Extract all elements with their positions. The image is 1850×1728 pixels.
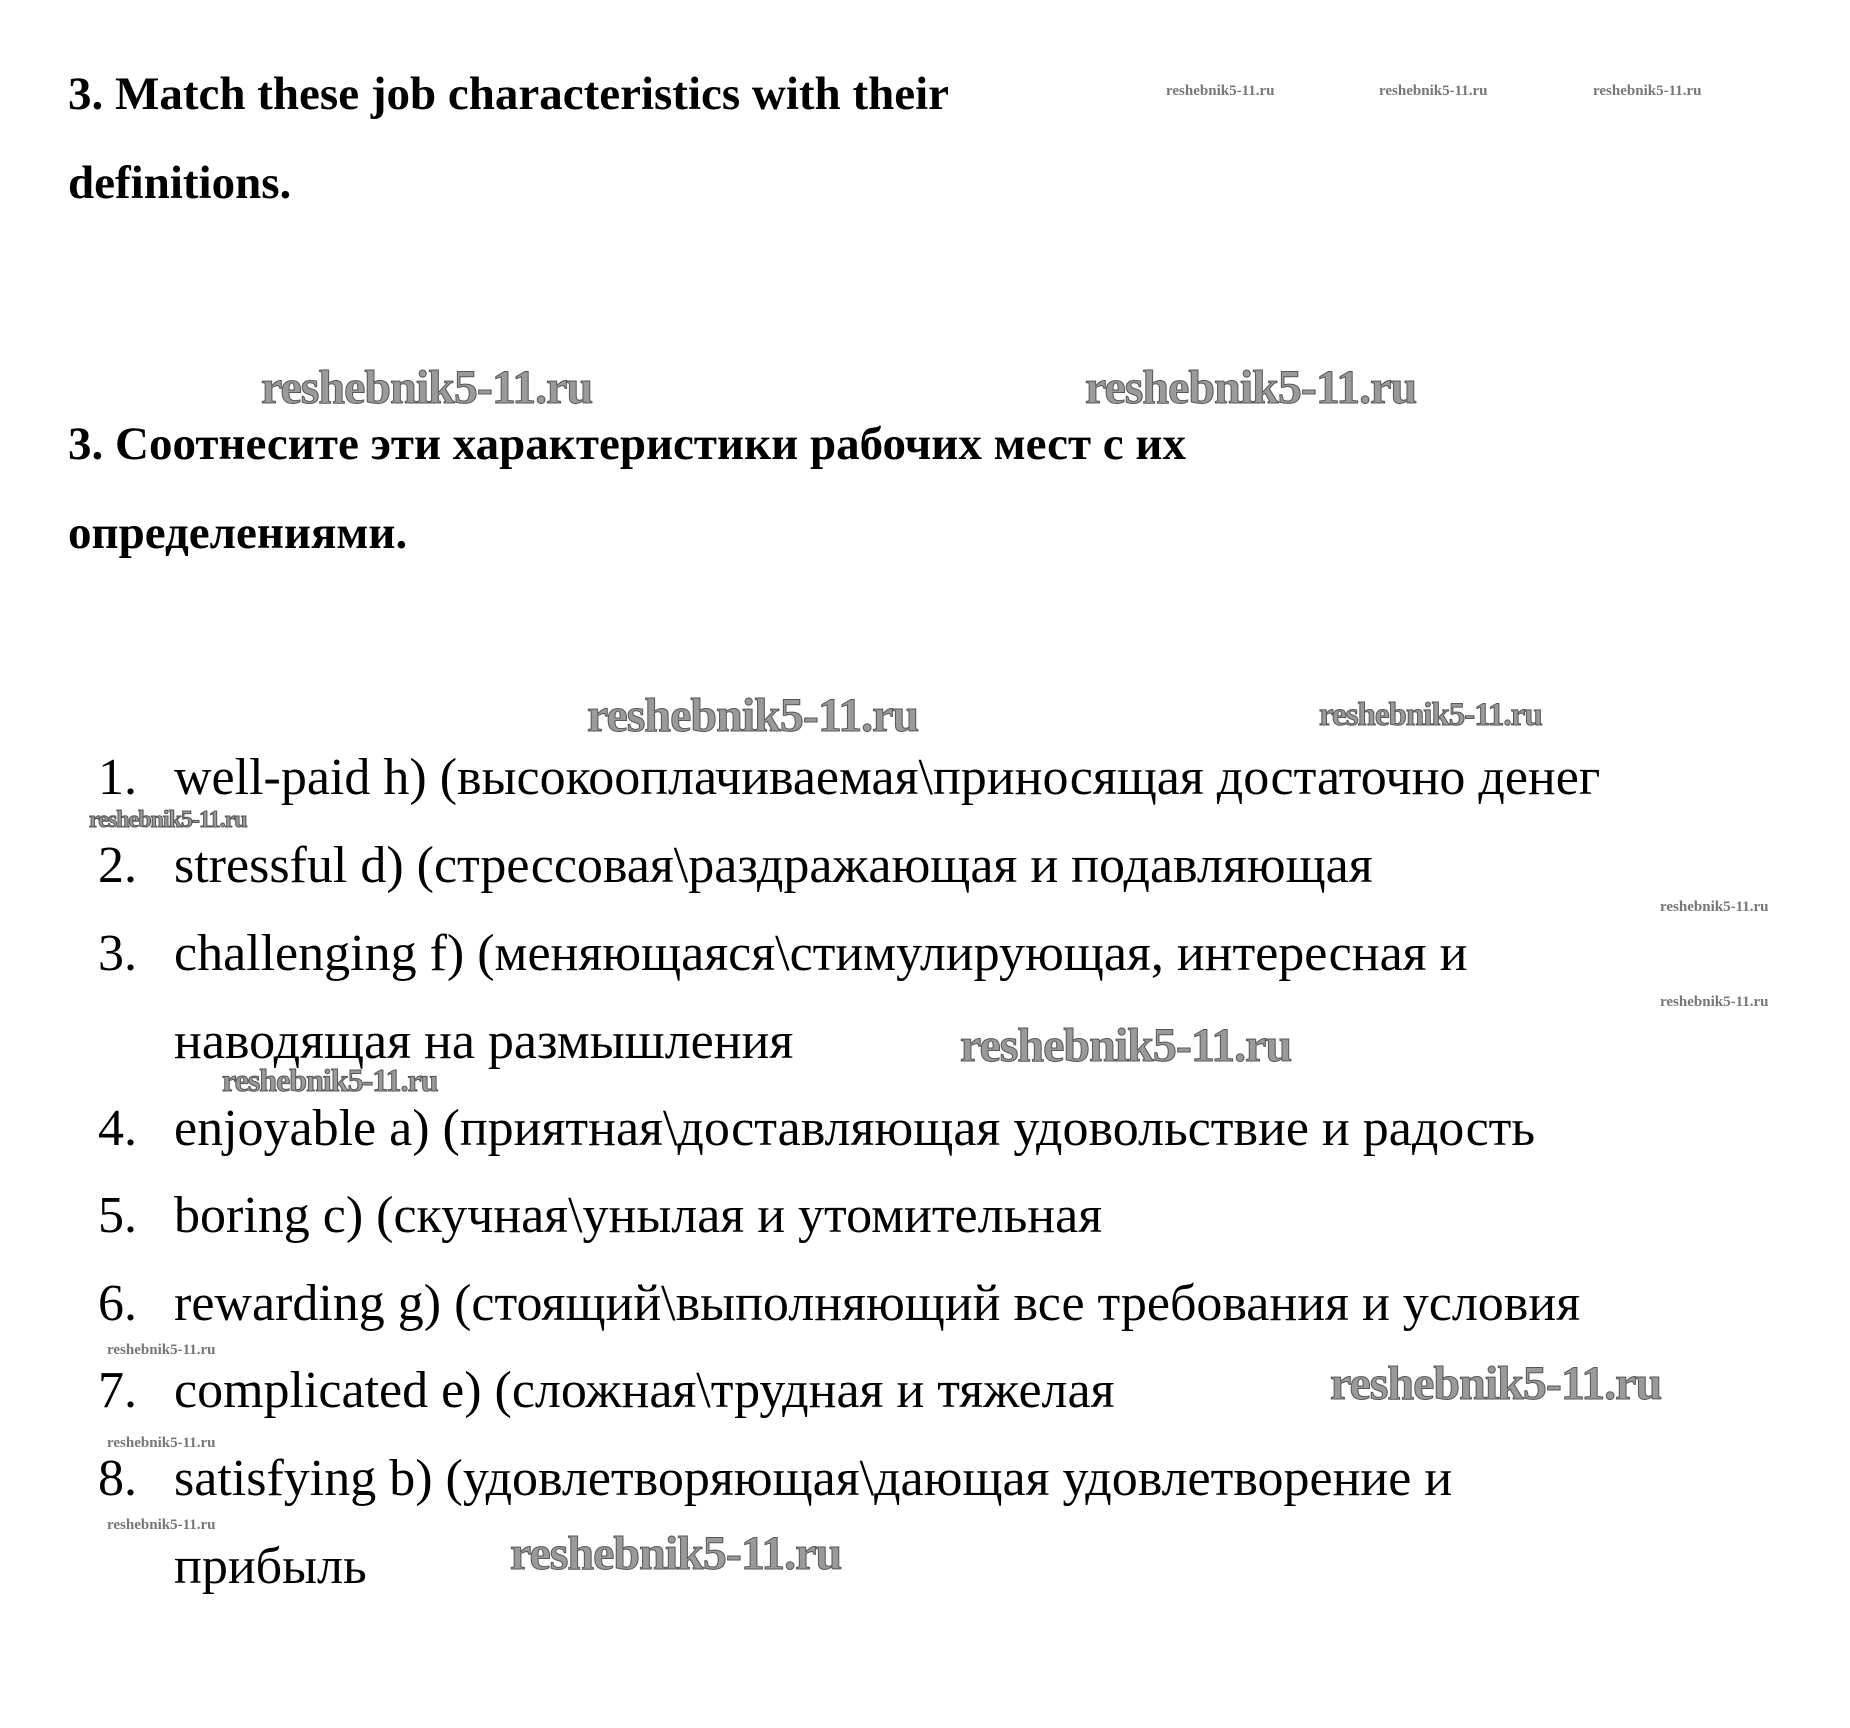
watermark: reshebnik5-11.ru	[222, 1062, 438, 1098]
item-text: прибыль	[174, 1538, 367, 1595]
item-text: boring c) (скучная\унылая и утомительная	[174, 1187, 1103, 1244]
item-number: 6.	[98, 1275, 137, 1332]
watermark: reshebnik5-11.ru	[1319, 697, 1542, 733]
heading-line: 3. Соотнесите эти характеристики рабочих мест с их	[68, 418, 1186, 470]
heading-line: 3. Match these job characteristics with their	[68, 68, 950, 120]
watermark: reshebnik5-11.ru	[510, 1527, 842, 1580]
item-number: 7.	[98, 1362, 137, 1419]
item-number: 4.	[98, 1100, 137, 1157]
watermark: reshebnik5-11.ru	[107, 1342, 216, 1358]
watermark: reshebnik5-11.ru	[1660, 899, 1769, 915]
heading-line: определениями.	[68, 507, 408, 559]
item-number: 2.	[98, 837, 137, 894]
watermark: reshebnik5-11.ru	[1660, 994, 1769, 1010]
item-text: well-paid h) (высокооплачиваемая\приносящая достаточно денег	[174, 749, 1601, 806]
item-number: 8.	[98, 1450, 137, 1507]
watermark: reshebnik5-11.ru	[587, 689, 919, 742]
item-text: наводящая на размышления	[174, 1013, 794, 1070]
item-text: rewarding g) (стоящий\выполняющий все требования и условия	[174, 1275, 1581, 1332]
item-number: 1.	[98, 749, 137, 806]
watermark: reshebnik5-11.ru	[1166, 83, 1275, 99]
item-text: complicated e) (сложная\трудная и тяжелая	[174, 1362, 1115, 1419]
watermark: reshebnik5-11.ru	[107, 1517, 216, 1533]
watermark: reshebnik5-11.ru	[261, 361, 593, 414]
item-number: 3.	[98, 925, 137, 982]
watermark: reshebnik5-11.ru	[107, 1435, 216, 1451]
item-number: 5.	[98, 1187, 137, 1244]
watermark: reshebnik5-11.ru	[1330, 1357, 1662, 1410]
watermark: reshebnik5-11.ru	[1085, 361, 1417, 414]
item-text: enjoyable a) (приятная\доставляющая удовольствие и радость	[174, 1100, 1536, 1157]
watermark: reshebnik5-11.ru	[1379, 83, 1488, 99]
item-text: satisfying b) (удовлетворяющая\дающая удовлетворение и	[174, 1450, 1453, 1507]
item-text: challenging f) (меняющаяся\стимулирующая, интересная и	[174, 925, 1468, 982]
watermark: reshebnik5-11.ru	[89, 807, 247, 833]
heading-line: definitions.	[68, 157, 292, 209]
watermark: reshebnik5-11.ru	[1593, 83, 1702, 99]
item-text: stressful d) (стрессовая\раздражающая и подавляющая	[174, 837, 1373, 894]
watermark: reshebnik5-11.ru	[960, 1019, 1292, 1072]
